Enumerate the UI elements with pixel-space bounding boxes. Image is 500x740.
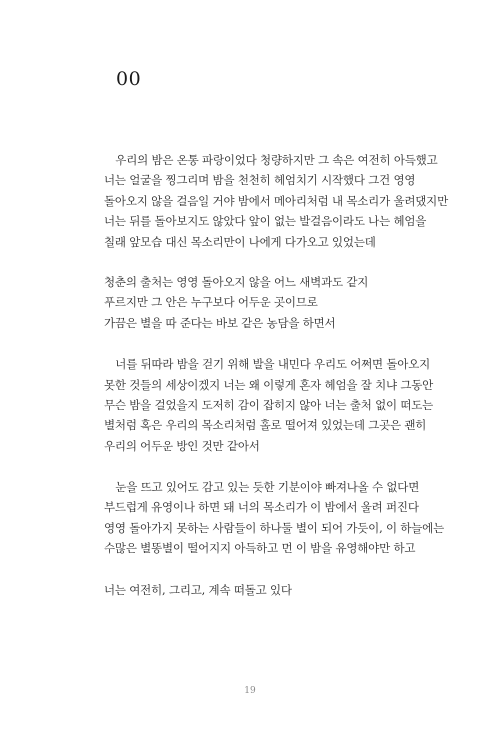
text-line: 너를 뒤따라 밤을 걷기 위해 발을 내민다 우리도 어쩌면 돌아오지 bbox=[104, 357, 431, 372]
text-line: 수많은 별똥별이 떨어지지 아득하고 먼 이 밤을 유영해야만 하고 bbox=[104, 541, 416, 556]
text-line: 푸르지만 그 안은 누구보다 어두운 곳이므로 bbox=[104, 295, 318, 310]
stanza-4 bbox=[104, 477, 445, 559]
chapter-number: 00 bbox=[116, 68, 142, 90]
text-line: 눈을 뜨고 있어도 감고 있는 듯한 기분이야 빠져나올 수 없다면 bbox=[104, 480, 420, 495]
text-line: 돌아오지 않을 걸음일 거야 밤에서 메아리처럼 내 목소리가 울려댔지만 bbox=[104, 193, 449, 208]
text-line: 청춘의 출처는 영영 돌아오지 않을 어느 새벽과도 같지 bbox=[104, 274, 369, 289]
text-line: 별처럼 혹은 우리의 목소리처럼 홀로 떨어져 있었는데 그곳은 괜히 bbox=[104, 418, 427, 433]
text-line: 부드럽게 유영이나 하면 돼 너의 목소리가 이 밤에서 울려 퍼진다 bbox=[104, 500, 419, 515]
text-line: 너는 뒤를 돌아보지도 않았다 앞이 없는 발걸음이라도 나는 헤엄을 bbox=[104, 214, 427, 229]
text-line: 우리의 밤은 온통 파랑이었다 청량하지만 그 속은 여전히 아득했고 bbox=[104, 153, 438, 167]
page-number: 19 bbox=[244, 686, 256, 696]
text-line: 못한 것들의 세상이겠지 너는 왜 이렇게 혼자 헤엄을 잘 치냐 그동안 bbox=[104, 377, 434, 392]
text-line: 가끔은 별을 따 준다는 바보 같은 농담을 하면서 bbox=[104, 315, 336, 330]
text-line: 너는 여전히, 그리고, 계속 떠돌고 있다 bbox=[104, 582, 292, 597]
text-line: 영영 돌아가지 못하는 사람들이 하나둘 별이 되어 가듯이, 이 하늘에는 bbox=[104, 520, 445, 535]
poem-body bbox=[104, 150, 449, 600]
text-line: 칠래 앞모습 대신 목소리만이 나에게 다가오고 있었는데 bbox=[104, 234, 376, 249]
text-line: 우리의 어두운 방인 것만 같아서 bbox=[104, 438, 260, 453]
text-line: 너는 얼굴을 찡그리며 밤을 천천히 헤엄치기 시작했다 그건 영영 bbox=[104, 173, 416, 188]
stanza-3 bbox=[104, 354, 440, 456]
text-line: 무슨 밤을 걸었을지 도저히 감이 잡히지 않아 너는 출처 없이 떠도는 bbox=[104, 397, 434, 412]
stanza-2 bbox=[104, 272, 440, 333]
stanza-5 bbox=[104, 580, 440, 600]
stanza-1 bbox=[104, 150, 449, 252]
